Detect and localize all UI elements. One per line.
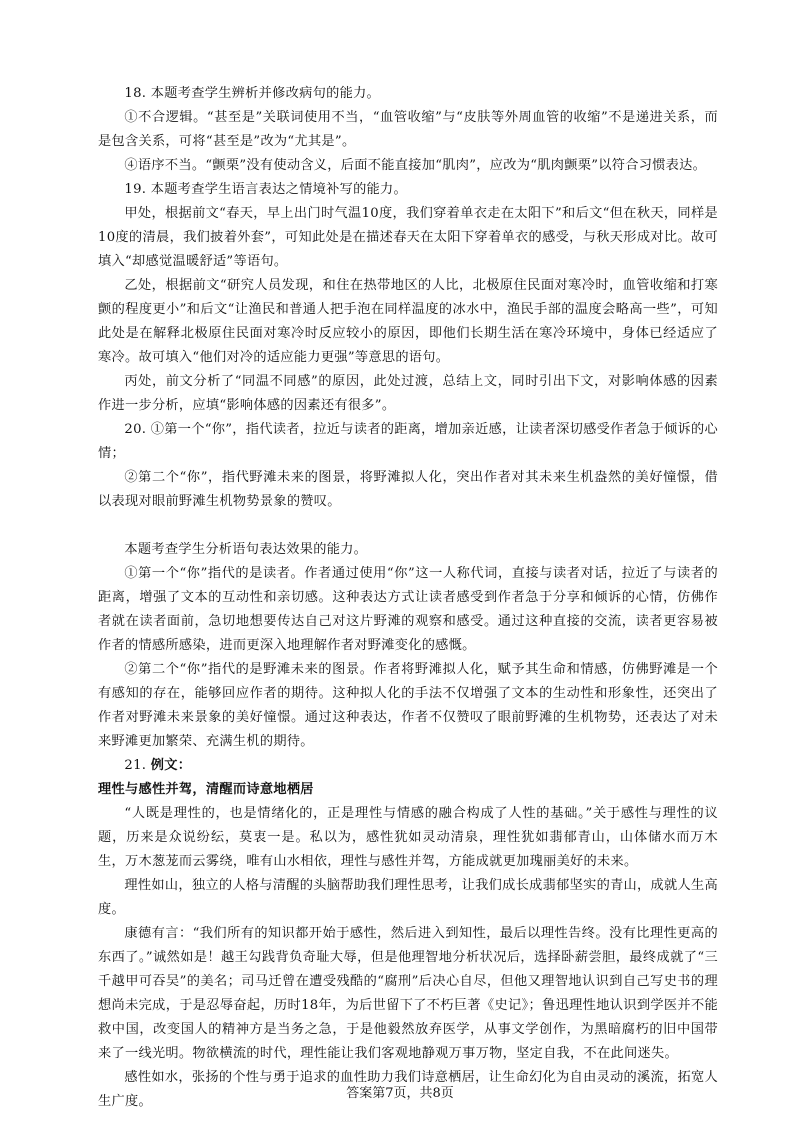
page-footer: 答案第7页，共8页 <box>346 1086 454 1101</box>
q19-answer-jia: 甲处，根据前文“春天，早上出门时气温10度，我们穿着单衣走在太阳下”和后文“但在秋天，同样是10度的清晨，我们披着外套”，可知此处是在描述春天在太阳下穿着单衣的感受，与秋天形成对比。故可填入“却感觉温暖舒适”等语句。 <box>98 206 718 269</box>
q19-answer-yi: 乙处，根据前文“研究人员发现，和住在热带地区的人比，北极原住民面对寒冷时，血管收缩和打寒颤的程度更小”和后文“让渔民和普通人把手泡在同样温度的冰水中，渔民手部的温度会略高一些”，可知此处是在解释北极原住民面对寒冷时反应较小的原因，即他们长期生活在寒冷环境中，身体已经适应了寒冷。故可填入“他们对冷的适应能力更强”等意思的语句。 <box>98 278 718 365</box>
essay-paragraph-4: 感性如水，张扬的个性与勇于追求的血性助力我们诗意栖居，让生命幻化为自由灵动的溪流，拓宽人生广度。 <box>98 1070 718 1109</box>
q18-answer-2: ④语序不当。“颤栗”没有使动含义，后面不能直接加“肌肉”，应改为“肌肉颤栗”以符合习惯表达。 <box>124 158 707 173</box>
q20-answer-1: 20. ①第一个“你”，指代读者，拉近与读者的距离，增加亲近感，让读者深切感受作者急于倾诉的心情； <box>98 422 718 461</box>
q18-heading: 18. 本题考查学生辨析并修改病句的能力。 <box>124 86 381 101</box>
spacer <box>98 514 718 538</box>
q20-analysis-heading: 本题考查学生分析语句表达效果的能力。 <box>124 542 368 557</box>
essay-title: 理性与感性并驾，清醒而诗意地栖居 <box>98 782 314 797</box>
answer-content <box>98 82 718 1114</box>
q19-answer-bing: 丙处，前文分析了“同温不同感”的原因，此处过渡，总结上文，同时引出下文，对影响体感的因素作进一步分析，应填“影响体感的因素还有很多”。 <box>98 374 718 413</box>
q20-answer-2: ②第二个“你”，指代野滩未来的图景，将野滩拟人化，突出作者对其未来生机盎然的美好憧憬，借以表现对眼前野滩生机物势景象的赞叹。 <box>98 470 718 509</box>
q20-analysis-2: ②第二个“你”指代的是野滩未来的图景。作者将野滩拟人化，赋予其生命和情感，仿佛野滩是一个有感知的存在，能够回应作者的期待。这种拟人化的手法不仅增强了文本的生动性和形象性，还突出了作者对野滩未来景象的美好憧憬。通过这种表达，作者不仅赞叹了眼前野滩的生机物势，还表达了对未来野滩更加繁荣、充满生机的期待。 <box>98 662 718 749</box>
essay-paragraph-3: 康德有言：“我们所有的知识都开始于感性，然后进入到知性，最后以理性告终。没有比理性更高的东西了。”诚然如是！越王勾践背负奇耻大辱，但是他理智地分析状况后，选择卧薪尝胆，最终成就了“三千越甲可吞吴”的美名；司马迁曾在遭受残酷的“腐刑”后决心自尽，但他又理智地认识到自己写史书的理想尚未完成，于是忍辱奋起，历时18年，为后世留下了不朽巨著《史记》；鲁迅理性地认识到学医并不能救中国，改变国人的精神方是当务之急，于是他毅然放弃医学，从事文学创作，为黑暗腐朽的旧中国带来了一线光明。物欲横流的时代，理性能让我们客观地静观万事万物，坚定自我，不在此间迷失。 <box>98 926 718 1061</box>
q20-analysis-1: ①第一个“你”指代的是读者。作者通过使用“你”这一人称代词，直接与读者对话，拉近了与读者的距离，增强了文本的互动性和亲切感。这种表达方式让读者感受到作者急于分享和倾诉的心情，仿佛作者就在读者面前，急切地想要传达自己对这片野滩的观察和感受。通过这种直接的交流，读者更容易被作者的情感所感染，进而更深入地理解作者对野滩变化的感慨。 <box>98 566 718 653</box>
q21-heading <box>98 754 718 778</box>
essay-paragraph-2: 理性如山，独立的人格与清醒的头脑帮助我们理性思考，让我们成长成翡郁坚实的青山，成就人生高度。 <box>98 878 718 917</box>
q18-answer-1: ①不合逻辑。“甚至是”关联词使用不当，“血管收缩”与“皮肤等外周血管的收缩”不是递进关系，而是包含关系，可将“甚至是”改为“尤其是”。 <box>98 110 718 149</box>
essay-paragraph-1: “人既是理性的，也是情绪化的，正是理性与情感的融合构成了人性的基础。”关于感性与理性的议题，历来是众说纷纭，莫衷一是。私以为，感性犹如灵动清泉，理性犹如翡郁青山，山体储水而万木生，万木葱茏而云雾绕，唯有山水相依，理性与感性并驾，方能成就更加瑰丽美好的未来。 <box>98 806 718 869</box>
q21-number: 21. <box>124 758 151 773</box>
q21-label: 例文： <box>150 758 192 773</box>
q19-heading: 19. 本题考查学生语言表达之情境补写的能力。 <box>124 182 408 197</box>
